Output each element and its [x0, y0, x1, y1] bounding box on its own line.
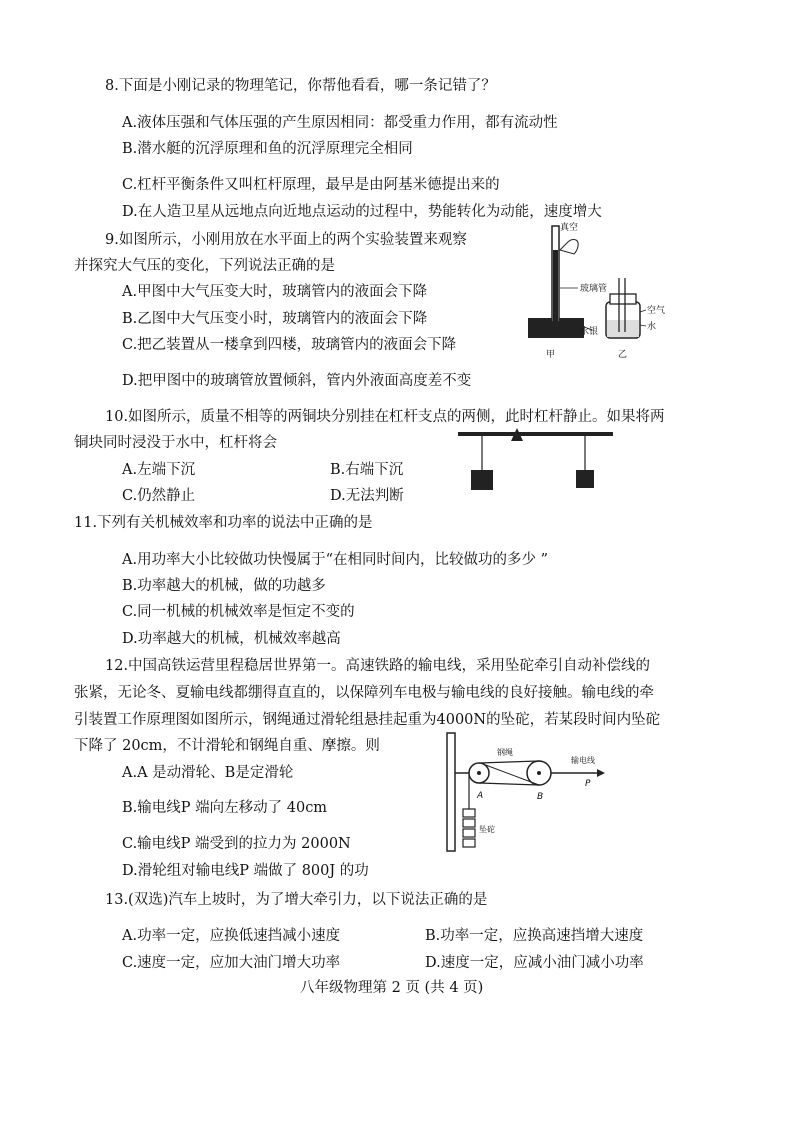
label-yi: 乙: [618, 350, 628, 360]
label-vacuum: 真空: [560, 223, 579, 233]
q13-option-d: D.速度一定，应减小油门减小功率: [425, 955, 644, 971]
label-water: 水: [647, 322, 657, 332]
q9-stem-line1: 9.如图所示，小刚用放在水平面上的两个实验装置来观察: [105, 232, 467, 248]
q10-option-a: A.左端下沉: [122, 462, 196, 478]
q12-option-d: D.滑轮组对输电线P 端做了 800J 的功: [122, 863, 369, 879]
label-jia: 甲: [546, 350, 556, 360]
label-rope: 钢绳: [497, 748, 513, 757]
q13-option-b: B.功率一定，应换高速挡增大速度: [425, 928, 644, 944]
right-copper-block: [576, 470, 594, 488]
q9-option-b: B.乙图中大气压变小时，玻璃管内的液面会下降: [122, 311, 428, 327]
q11-option-c: C.同一机械的机械效率是恒定不变的: [122, 604, 355, 620]
label-a: A: [477, 791, 484, 801]
q13-option-a: A.功率一定，应换低速挡减小速度: [122, 928, 341, 944]
q10-option-b: B.右端下沉: [330, 462, 404, 478]
q12-stem-line3: 引装置工作原理图如图所示，钢绳通过滑轮组悬挂起重为4000N的坠砣，若某段时间内坠砣: [74, 712, 661, 728]
q13-stem: 13.(双选)汽车上坡时，为了增大牵引力，以下说法正确的是: [105, 892, 488, 908]
label-b: B: [537, 792, 544, 802]
q10-stem-line1: 10.如图所示，质量不相等的两铜块分别挂在杠杆支点的两侧，此时杠杆静止。如果将两: [105, 409, 665, 425]
q8-option-b: B.潜水艇的沉浮原理和鱼的沉浮原理完全相同: [122, 141, 413, 157]
q8-option-d: D.在人造卫星从远地点向近地点运动的过程中，势能转化为动能，速度增大: [122, 204, 602, 220]
q12-stem-line4: 下降了 20cm，不计滑轮和钢绳自重、摩擦。则: [74, 738, 380, 754]
q12-option-b: B.输电线P 端向左移动了 40cm: [122, 800, 328, 816]
label-tube: 玻璃管: [580, 284, 608, 294]
lever-bar: [458, 432, 613, 436]
q9-barometer-figure: [520, 220, 670, 360]
left-copper-block: [471, 470, 493, 490]
q13-option-c: C.速度一定，应加大油门增大功率: [122, 955, 341, 971]
q11-option-d: D.功率越大的机械，机械效率越高: [122, 631, 341, 647]
hand-icon: [560, 239, 578, 254]
q8-stem: 8.下面是小刚记录的物理笔记，你帮他看看，哪一条记错了？: [105, 78, 496, 94]
q12-option-c: C.输电线P 端受到的拉力为 2000N: [122, 836, 351, 852]
label-mercury: 水银: [580, 327, 599, 337]
q11-option-a: A.用功率大小比较做功快慢属于“在相同时间内，比较做功的多少 ”: [122, 552, 549, 568]
q8-option-a: A.液体压强和气体压强的产生原因相同：都受重力作用，都有流动性: [122, 115, 558, 131]
page-footer: 八年级物理第 2 页 (共 4 页): [300, 980, 484, 996]
label-power-line: 输电线: [571, 756, 595, 765]
label-air: 空气: [647, 306, 666, 316]
q12-stem-line1: 12.中国高铁运营里程稳居世界第一。高速铁路的输电线，采用坠砣牵引自动补偿线的: [105, 658, 651, 674]
q11-stem: 11.下列有关机械效率和功率的说法中正确的是: [74, 515, 373, 531]
q8-option-c: C.杠杆平衡条件又叫杠杆原理，最早是由阿基米德提出来的: [122, 177, 500, 193]
q9-option-a: A.甲图中大气压变大时，玻璃管内的液面会下降: [122, 284, 428, 300]
q10-option-d: D.无法判断: [330, 488, 404, 504]
label-weight: 坠砣: [479, 825, 495, 834]
q9-option-c: C.把乙装置从一楼拿到四楼，玻璃管内的液面会下降: [122, 337, 457, 353]
q11-option-b: B.功率越大的机械，做的功越多: [122, 578, 326, 594]
q12-pulley-figure: [447, 733, 647, 853]
q9-option-d: D.把甲图中的玻璃管放置倾斜，管内外液面高度差不变: [122, 373, 472, 389]
q10-stem-line2: 铜块同时浸没于水中，杠杆将会: [74, 435, 277, 451]
q10-lever-figure: [458, 428, 613, 498]
q10-option-c: C.仍然静止: [122, 488, 196, 504]
pole: [447, 733, 455, 851]
counterweight: [463, 839, 475, 847]
q9-stem-line2: 并探究大气压的变化，下列说法正确的是: [74, 258, 335, 274]
q12-stem-line2: 张紧，无论冬、夏输电线都绷得直直的，以保障列车电极与输电线的良好接触。输电线的牵: [74, 685, 654, 701]
label-p: P: [585, 779, 591, 789]
mercury-column: [553, 250, 558, 322]
q12-option-a: A.A 是动滑轮、B是定滑轮: [122, 765, 294, 781]
